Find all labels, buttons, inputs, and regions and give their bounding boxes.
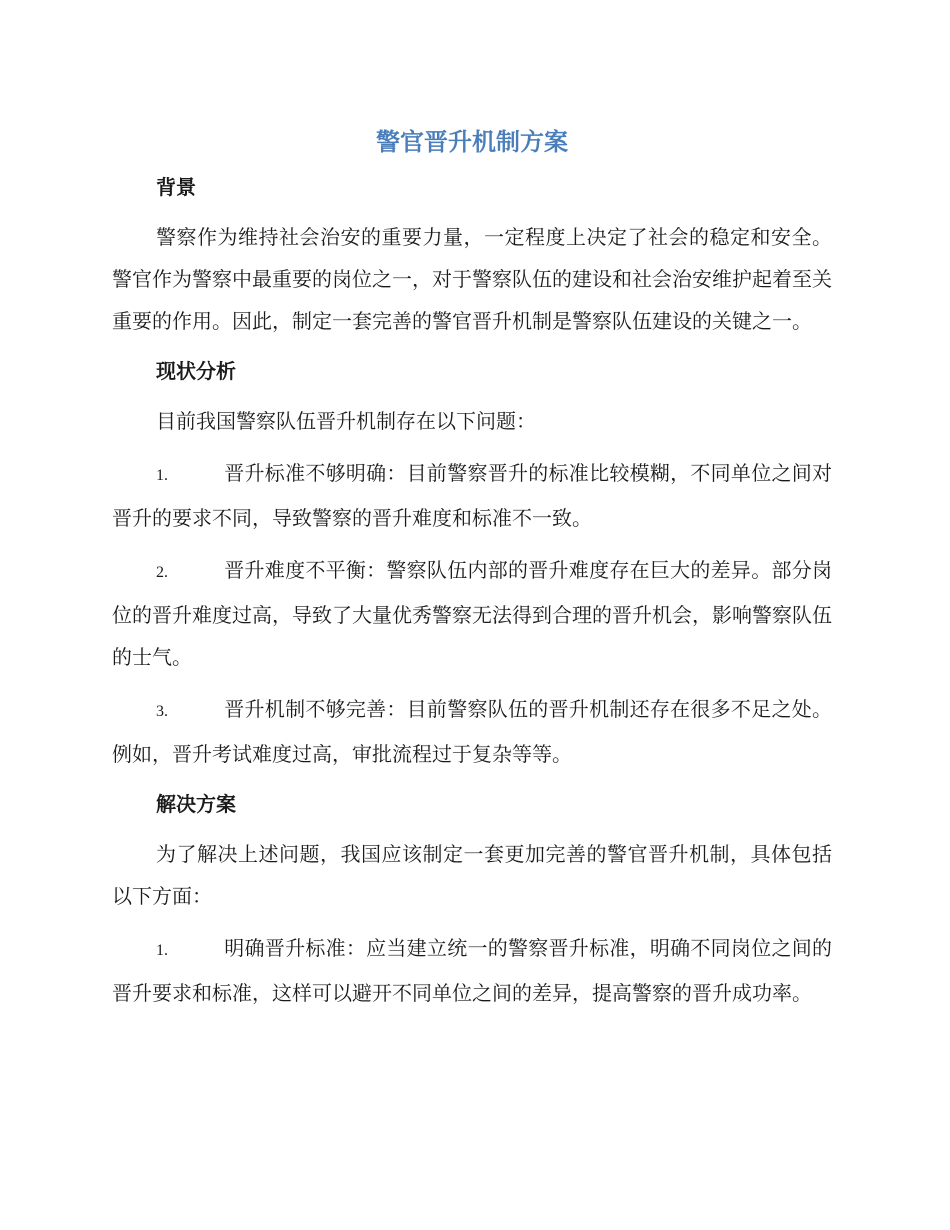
list-text: 晋升难度不平衡：警察队伍内部的晋升难度存在巨大的差异。部分岗位的晋升难度过高，导致了大量优秀警察无法得到合理的晋升机会，影响警察队伍的士气。 xyxy=(112,558,832,669)
list-number: 3. xyxy=(156,703,168,720)
list-item xyxy=(112,452,832,539)
document-page xyxy=(112,120,832,1014)
analysis-intro: 目前我国警察队伍晋升机制存在以下问题： xyxy=(156,409,536,433)
list-number: 1. xyxy=(156,942,168,959)
section-heading-background: 背景 xyxy=(156,175,196,199)
document-title: 警官晋升机制方案 xyxy=(376,128,568,156)
section-heading-solution: 解决方案 xyxy=(156,792,236,816)
section-heading-analysis: 现状分析 xyxy=(156,359,236,383)
list-item xyxy=(112,927,832,1014)
list-item xyxy=(112,549,832,678)
list-text: 明确晋升标准：应当建立统一的警察晋升标准，明确不同岗位之间的晋升要求和标准，这样可以避开不同单位之间的差异，提高警察的晋升成功率。 xyxy=(112,936,832,1005)
list-number: 1. xyxy=(156,467,168,484)
solution-intro: 为了解决上述问题，我国应该制定一套更加完善的警官晋升机制，具体包括以下方面： xyxy=(112,842,832,908)
background-paragraph: 警察作为维持社会治安的重要力量，一定程度上决定了社会的稳定和安全。警官作为警察中最重要的岗位之一，对于警察队伍的建设和社会治安维护起着至关重要的作用。因此，制定一套完善的警官晋升机制是警察队伍建设的关键之一。 xyxy=(112,225,832,333)
list-text: 晋升标准不够明确：目前警察晋升的标准比较模糊，不同单位之间对晋升的要求不同，导致警察的晋升难度和标准不一致。 xyxy=(112,461,832,530)
list-text: 晋升机制不够完善：目前警察队伍的晋升机制还存在很多不足之处。例如，晋升考试难度过高，审批流程过于复杂等等。 xyxy=(112,697,832,766)
list-item xyxy=(112,688,832,775)
list-number: 2. xyxy=(156,564,168,581)
